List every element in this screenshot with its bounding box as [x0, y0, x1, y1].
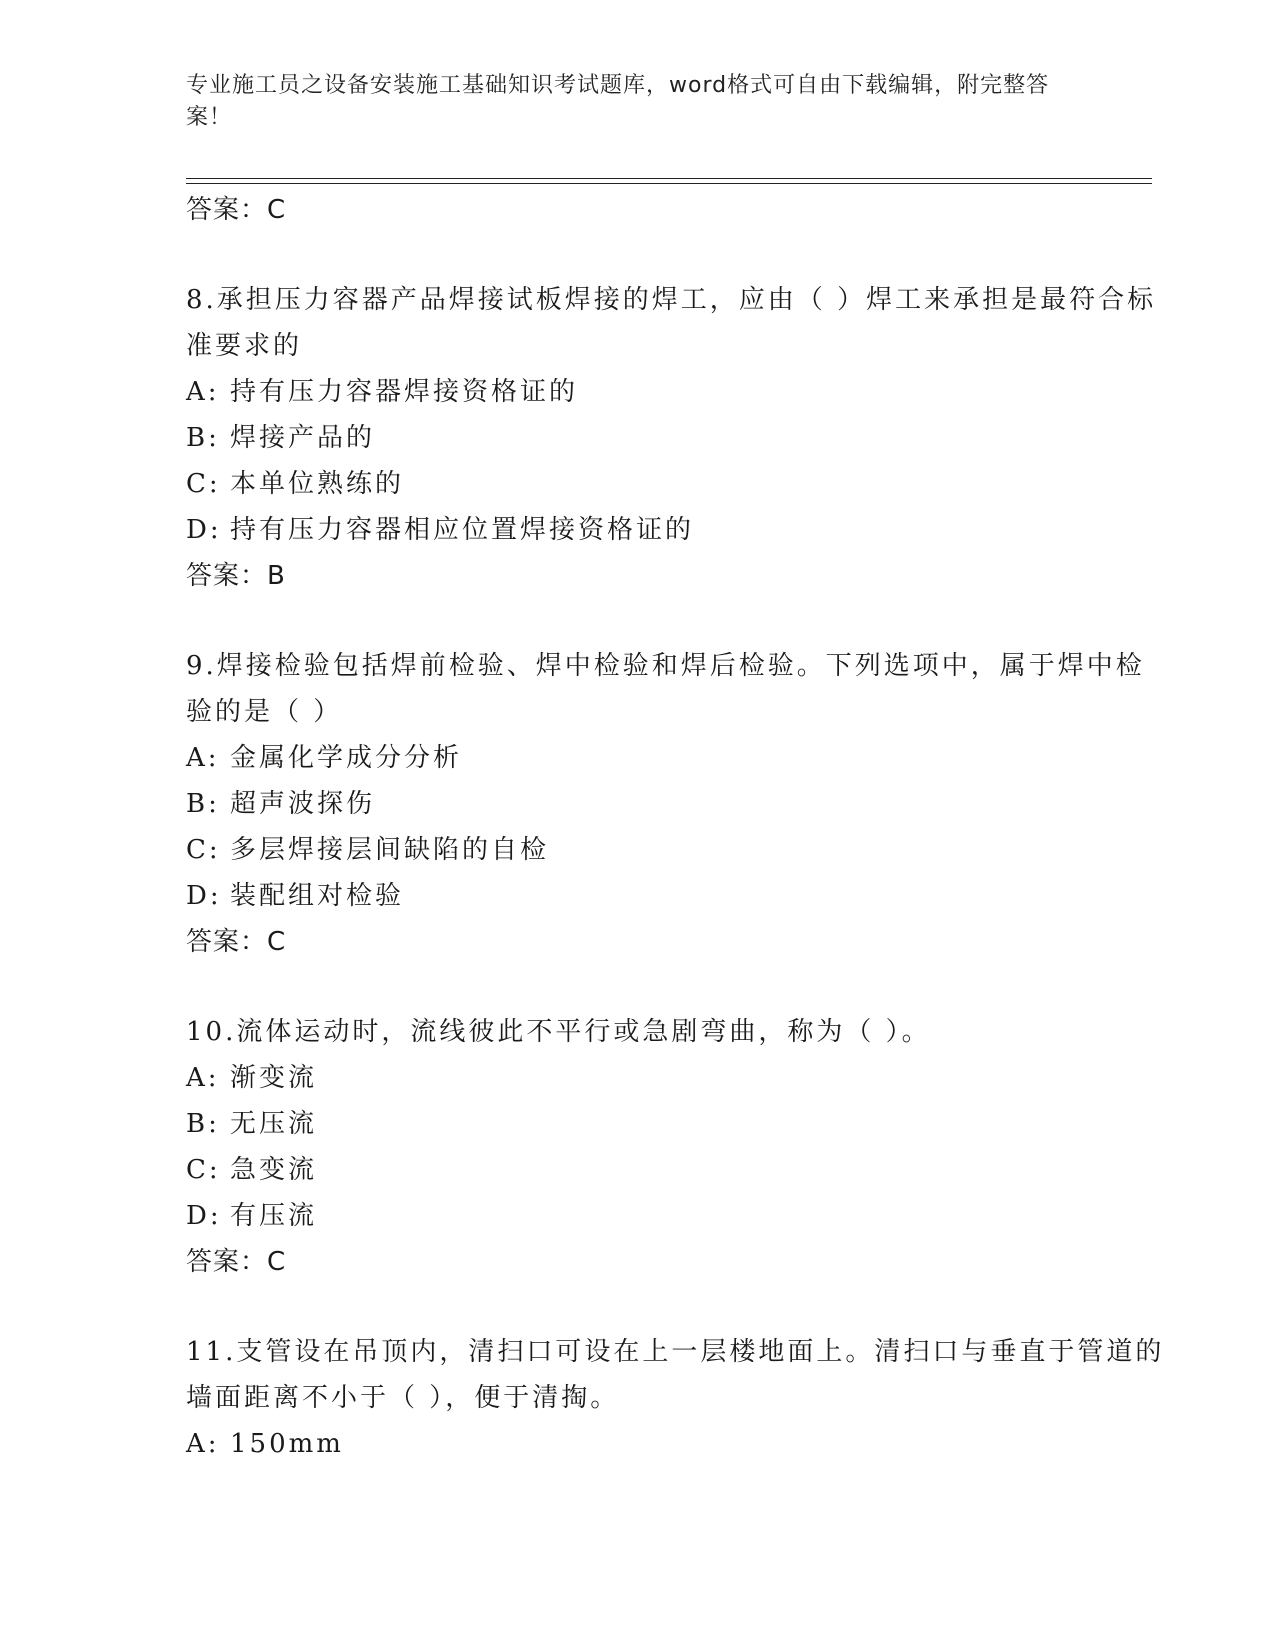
question-answer: 答案：C [186, 1247, 287, 1277]
option-label: A: [186, 1063, 220, 1093]
question-9 [186, 643, 1166, 965]
option-a [186, 1055, 1166, 1101]
header-divider-top [186, 178, 1152, 179]
document-page [186, 0, 1166, 1650]
question-answer: 答案：C [186, 927, 287, 957]
question-10 [186, 1009, 1166, 1285]
previous-answer: 答案：C [186, 195, 287, 225]
option-label: D: [186, 881, 222, 911]
question-8 [186, 277, 1166, 599]
option-label: A: [186, 743, 220, 773]
option-b [186, 781, 1166, 827]
header-divider-bottom [186, 183, 1152, 184]
option-text: 金属化学成分分析 [230, 743, 463, 773]
option-label: A: [186, 377, 220, 407]
option-a [186, 1421, 1166, 1467]
option-text: 急变流 [230, 1155, 318, 1185]
question-text: 10.流体运动时，流线彼此不平行或急剧弯曲，称为（ ）。 [186, 1017, 931, 1047]
option-label: C: [186, 1155, 221, 1185]
option-b [186, 415, 1166, 461]
option-label: B: [186, 789, 220, 819]
option-text: 渐变流 [230, 1063, 318, 1093]
option-label: B: [186, 1109, 220, 1139]
option-c [186, 1147, 1166, 1193]
option-text: 焊接产品的 [230, 423, 376, 453]
option-label: A: [186, 1429, 220, 1459]
option-a [186, 369, 1166, 415]
option-text: 有压流 [230, 1201, 318, 1231]
option-c [186, 461, 1166, 507]
option-d [186, 507, 1166, 553]
option-label: B: [186, 423, 220, 453]
option-text: 持有压力容器相应位置焊接资格证的 [230, 515, 695, 545]
question-text: 8.承担压力容器产品焊接试板焊接的焊工，应由（ ）焊工来承担是最符合标准要求的 [186, 285, 1157, 361]
option-text: 多层焊接层间缺陷的自检 [230, 835, 550, 865]
page-header-title: 专业施工员之设备安装施工基础知识考试题库，word格式可自由下载编辑，附完整答案！ [186, 73, 1050, 130]
question-answer: 答案：B [186, 561, 286, 591]
option-text: 超声波探伤 [230, 789, 376, 819]
option-text: 150mm [230, 1429, 344, 1459]
option-b [186, 1101, 1166, 1147]
option-d [186, 1193, 1166, 1239]
option-text: 装配组对检验 [230, 881, 405, 911]
option-d [186, 873, 1166, 919]
option-label: D: [186, 515, 222, 545]
option-c [186, 827, 1166, 873]
option-text: 无压流 [230, 1109, 318, 1139]
option-text: 持有压力容器焊接资格证的 [230, 377, 579, 407]
option-a [186, 735, 1166, 781]
option-text: 本单位熟练的 [230, 469, 405, 499]
question-11 [186, 1329, 1166, 1467]
option-label: C: [186, 469, 221, 499]
question-text: 9.焊接检验包括焊前检验、焊中检验和焊后检验。下列选项中，属于焊中检验的是（ ） [186, 651, 1145, 727]
option-label: D: [186, 1201, 222, 1231]
question-text: 11.支管设在吊顶内，清扫口可设在上一层楼地面上。清扫口与垂直于管道的墙面距离不小于（ ），便于清掏。 [186, 1337, 1165, 1413]
question-list [186, 187, 1166, 1467]
option-label: C: [186, 835, 221, 865]
